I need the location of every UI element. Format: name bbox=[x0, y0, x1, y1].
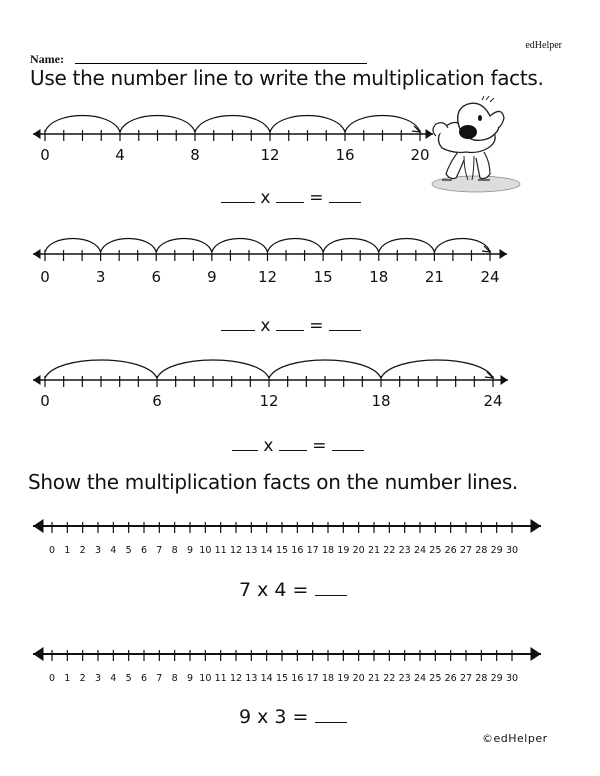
hop-arc bbox=[120, 116, 195, 133]
tick-label: 27 bbox=[459, 673, 473, 684]
tick-label: 18 bbox=[321, 545, 335, 556]
tick-label: 6 bbox=[140, 545, 148, 556]
number-line-4[interactable] bbox=[0, 508, 600, 568]
hop-arc bbox=[157, 360, 269, 378]
left-arrow-icon bbox=[33, 249, 41, 259]
answer-blank[interactable] bbox=[315, 710, 347, 723]
tick-label: 13 bbox=[245, 545, 258, 556]
tick-label: 16 bbox=[335, 146, 355, 164]
tick-label: 16 bbox=[291, 673, 304, 684]
tick-label: 21 bbox=[367, 673, 381, 684]
tick-label: 12 bbox=[257, 268, 278, 286]
tick-label: 15 bbox=[275, 673, 289, 684]
tick-label: 3 bbox=[94, 545, 102, 556]
tick-label: 18 bbox=[369, 268, 389, 286]
tick-label: 0 bbox=[40, 146, 50, 164]
tick-label: 12 bbox=[259, 392, 279, 410]
number-line-2 bbox=[0, 224, 600, 294]
tick-label: 23 bbox=[398, 673, 411, 684]
times-sign: x bbox=[260, 188, 271, 208]
answer-blank[interactable] bbox=[221, 190, 255, 203]
left-arrow-icon bbox=[33, 647, 44, 661]
tick-label: 5 bbox=[125, 545, 132, 556]
right-arrow-icon bbox=[501, 375, 509, 385]
hop-arc bbox=[379, 239, 435, 253]
copyright: ©edHelper bbox=[482, 732, 548, 745]
number-line-1 bbox=[0, 106, 600, 176]
tick-label: 7 bbox=[156, 545, 163, 556]
tick-label: 24 bbox=[480, 268, 500, 286]
tick-label: 22 bbox=[383, 673, 396, 684]
hop-arc bbox=[434, 239, 490, 253]
instruction-draw-facts: Show the multiplication facts on the number lines. bbox=[28, 470, 518, 494]
answer-blank[interactable] bbox=[329, 318, 361, 331]
tick-label: 30 bbox=[505, 545, 519, 556]
tick-label: 15 bbox=[275, 545, 289, 556]
tick-label: 17 bbox=[306, 545, 319, 556]
answer-blank[interactable] bbox=[332, 438, 364, 451]
answer-blank[interactable] bbox=[279, 438, 307, 451]
equation-expression: 9 x 3 = bbox=[239, 706, 309, 728]
tick-label: 1 bbox=[64, 545, 71, 556]
tick-label: 29 bbox=[490, 673, 503, 684]
right-arrow-icon bbox=[531, 647, 542, 661]
right-arrow-icon bbox=[426, 129, 434, 139]
tick-label: 24 bbox=[483, 392, 503, 410]
tick-label: 9 bbox=[186, 545, 194, 556]
hop-arc bbox=[45, 360, 157, 378]
times-sign: x bbox=[260, 316, 271, 336]
tick-label: 24 bbox=[413, 673, 427, 684]
tick-label: 4 bbox=[115, 146, 125, 164]
answer-blank[interactable] bbox=[329, 190, 361, 203]
tick-label: 17 bbox=[306, 673, 319, 684]
right-arrow-icon bbox=[500, 249, 508, 259]
tick-label: 30 bbox=[505, 673, 519, 684]
hop-arc bbox=[381, 360, 493, 378]
hop-arc bbox=[268, 239, 324, 253]
name-field[interactable] bbox=[75, 63, 367, 64]
tick-label: 20 bbox=[410, 146, 430, 164]
tick-label: 8 bbox=[190, 146, 200, 164]
hop-arc bbox=[45, 239, 101, 253]
tick-label: 18 bbox=[371, 392, 391, 410]
answer-blank[interactable] bbox=[276, 190, 304, 203]
answer-blank[interactable] bbox=[221, 318, 255, 331]
tick-label: 29 bbox=[490, 545, 503, 556]
tick-label: 21 bbox=[424, 268, 444, 286]
tick-label: 12 bbox=[229, 545, 243, 556]
answer-blank[interactable] bbox=[276, 318, 304, 331]
tick-label: 13 bbox=[245, 673, 258, 684]
tick-label: 25 bbox=[429, 673, 442, 684]
tick-label: 10 bbox=[199, 673, 212, 684]
tick-label: 7 bbox=[156, 673, 163, 684]
tick-label: 9 bbox=[207, 268, 217, 286]
tick-label: 12 bbox=[260, 146, 280, 164]
tick-label: 0 bbox=[48, 673, 56, 684]
times-sign: x bbox=[263, 436, 274, 456]
hop-arc bbox=[323, 239, 379, 253]
tick-label: 19 bbox=[337, 545, 350, 556]
tick-label: 4 bbox=[110, 673, 117, 684]
tick-label: 8 bbox=[171, 545, 178, 556]
tick-label: 21 bbox=[367, 545, 381, 556]
tick-label: 15 bbox=[313, 268, 333, 286]
tick-label: 27 bbox=[459, 545, 473, 556]
tick-label: 0 bbox=[48, 545, 56, 556]
answer-blank[interactable] bbox=[315, 583, 347, 596]
tick-label: 6 bbox=[151, 268, 162, 286]
tick-label: 28 bbox=[475, 545, 488, 556]
hop-arc bbox=[269, 360, 381, 378]
tick-label: 8 bbox=[171, 673, 178, 684]
tick-label: 18 bbox=[321, 673, 335, 684]
hop-arc bbox=[195, 116, 270, 133]
tick-label: 9 bbox=[186, 673, 194, 684]
tick-label: 4 bbox=[110, 545, 117, 556]
hop-arc bbox=[101, 239, 157, 253]
instruction-read-lines: Use the number line to write the multiplication facts. bbox=[30, 66, 544, 90]
tick-label: 5 bbox=[125, 673, 132, 684]
tick-label: 16 bbox=[291, 545, 304, 556]
answer-blank[interactable] bbox=[232, 438, 258, 451]
left-arrow-icon bbox=[33, 375, 41, 385]
tick-label: 26 bbox=[444, 545, 457, 556]
tick-label: 12 bbox=[229, 673, 243, 684]
equation-3 bbox=[232, 436, 364, 456]
hop-arc bbox=[212, 239, 268, 253]
hop-arc bbox=[345, 116, 420, 133]
tick-label: 6 bbox=[140, 673, 148, 684]
equation-expression: 7 x 4 = bbox=[239, 579, 309, 601]
tick-label: 24 bbox=[413, 545, 427, 556]
equation-4 bbox=[239, 579, 347, 601]
tick-label: 14 bbox=[260, 673, 273, 684]
tick-label: 23 bbox=[398, 545, 411, 556]
tick-label: 3 bbox=[94, 673, 102, 684]
equals-sign: = bbox=[309, 316, 324, 336]
right-arrow-icon bbox=[531, 519, 542, 533]
left-arrow-icon bbox=[33, 129, 41, 139]
hop-arc bbox=[45, 116, 120, 133]
brand-label: edHelper bbox=[525, 40, 562, 51]
tick-label: 11 bbox=[214, 673, 227, 684]
equation-5 bbox=[239, 706, 347, 728]
tick-label: 10 bbox=[199, 545, 212, 556]
equals-sign: = bbox=[309, 188, 324, 208]
hop-arc bbox=[156, 239, 212, 253]
tick-label: 22 bbox=[383, 545, 396, 556]
tick-label: 11 bbox=[214, 545, 227, 556]
tick-label: 19 bbox=[337, 673, 350, 684]
tick-label: 3 bbox=[95, 268, 106, 286]
left-arrow-icon bbox=[33, 519, 44, 533]
tick-label: 20 bbox=[352, 673, 365, 684]
tick-label: 28 bbox=[475, 673, 488, 684]
tick-label: 2 bbox=[79, 673, 86, 684]
tick-label: 0 bbox=[40, 268, 50, 286]
tick-label: 0 bbox=[40, 392, 50, 410]
number-line-5[interactable] bbox=[0, 636, 600, 696]
tick-label: 26 bbox=[444, 673, 457, 684]
tick-label: 2 bbox=[79, 545, 86, 556]
name-label: Name: bbox=[30, 52, 64, 66]
equation-1 bbox=[221, 188, 361, 208]
equals-sign: = bbox=[312, 436, 327, 456]
number-line-3 bbox=[0, 346, 600, 416]
tick-label: 14 bbox=[260, 545, 273, 556]
equation-2 bbox=[221, 316, 361, 336]
tick-label: 6 bbox=[152, 392, 162, 410]
tick-label: 20 bbox=[352, 545, 365, 556]
hop-arc bbox=[270, 116, 345, 133]
tick-label: 1 bbox=[64, 673, 71, 684]
tick-label: 25 bbox=[429, 545, 442, 556]
